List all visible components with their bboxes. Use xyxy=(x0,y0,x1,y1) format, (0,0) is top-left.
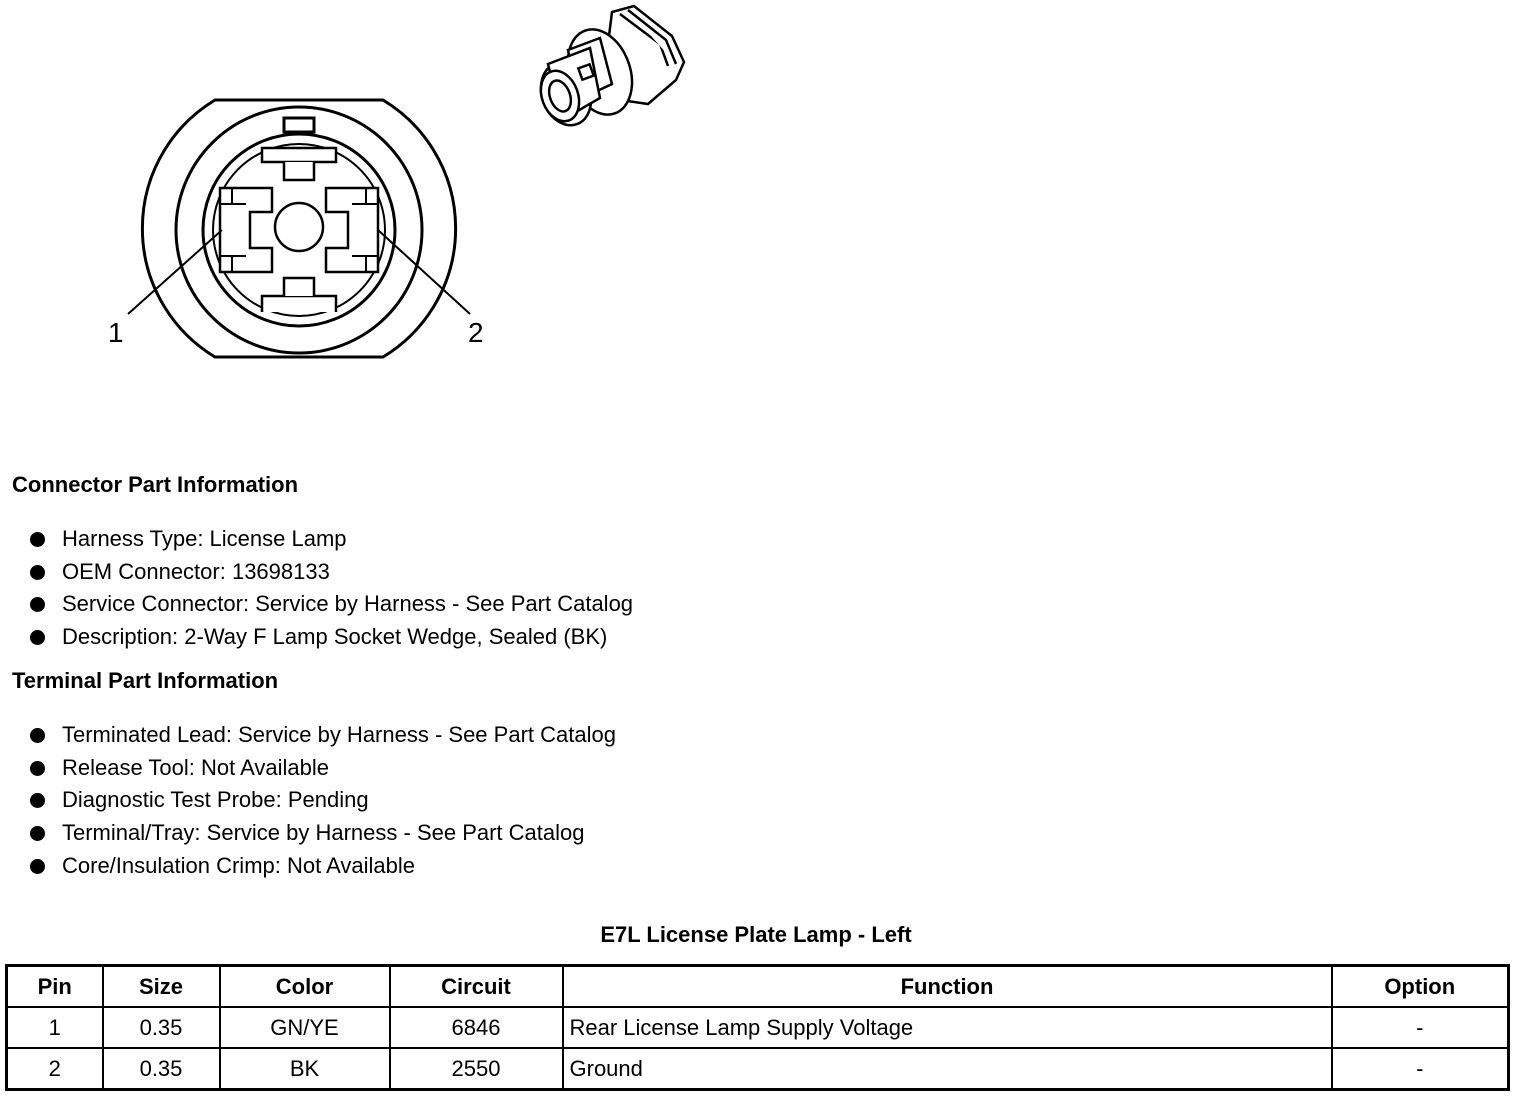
header-circuit: Circuit xyxy=(390,966,563,1008)
cell-function: Ground xyxy=(563,1048,1332,1090)
pin-1-label: 1 xyxy=(108,317,124,348)
list-item: Terminal/Tray: Service by Harness - See Part Catalog xyxy=(28,817,616,850)
cell-pin: 2 xyxy=(7,1048,103,1090)
cell-size: 0.35 xyxy=(103,1007,220,1048)
terminal-info-list xyxy=(28,719,616,882)
pin-2-label: 2 xyxy=(468,317,484,348)
bullet-icon xyxy=(30,532,45,547)
bullet-icon xyxy=(30,793,45,808)
cell-color: GN/YE xyxy=(220,1007,390,1048)
list-item: Description: 2-Way F Lamp Socket Wedge, Sealed (BK) xyxy=(28,621,633,654)
list-item: Service Connector: Service by Harness - See Part Catalog xyxy=(28,588,633,621)
header-size: Size xyxy=(103,966,220,1008)
list-item: Core/Insulation Crimp: Not Available xyxy=(28,850,616,883)
list-item: Terminated Lead: Service by Harness - See Part Catalog xyxy=(28,719,616,752)
header-option: Option xyxy=(1332,966,1509,1008)
table-title: E7L License Plate Lamp - Left xyxy=(600,922,912,947)
table-row xyxy=(7,1007,1509,1048)
cell-option: - xyxy=(1332,1007,1509,1048)
pinout-table xyxy=(5,964,1510,1091)
cell-color: BK xyxy=(220,1048,390,1090)
bullet-icon xyxy=(30,761,45,776)
bullet-icon xyxy=(30,597,45,612)
cell-pin: 1 xyxy=(7,1007,103,1048)
connector-info-list xyxy=(28,523,633,654)
header-pin: Pin xyxy=(7,966,103,1008)
bullet-icon xyxy=(30,630,45,645)
cell-option: - xyxy=(1332,1048,1509,1090)
bullet-icon xyxy=(30,859,45,874)
list-item: Diagnostic Test Probe: Pending xyxy=(28,784,616,817)
header-color: Color xyxy=(220,966,390,1008)
cell-function: Rear License Lamp Supply Voltage xyxy=(563,1007,1332,1048)
list-item: Release Tool: Not Available xyxy=(28,752,616,785)
table-header-row xyxy=(7,966,1509,1008)
terminal-info-title: Terminal Part Information xyxy=(12,668,279,693)
header-function: Function xyxy=(563,966,1332,1008)
bullet-icon xyxy=(30,826,45,841)
connector-info-title: Connector Part Information xyxy=(12,472,299,497)
bullet-icon xyxy=(30,565,45,580)
table-row xyxy=(7,1048,1509,1090)
cell-circuit: 6846 xyxy=(390,1007,563,1048)
cell-circuit: 2550 xyxy=(390,1048,563,1090)
cell-size: 0.35 xyxy=(103,1048,220,1090)
list-item: Harness Type: License Lamp xyxy=(28,523,633,556)
connector-isometric-illustration xyxy=(533,6,684,132)
list-item: OEM Connector: 13698133 xyxy=(28,556,633,589)
connector-face-view xyxy=(142,100,455,357)
bullet-icon xyxy=(30,728,45,743)
connector-diagram xyxy=(0,0,720,440)
